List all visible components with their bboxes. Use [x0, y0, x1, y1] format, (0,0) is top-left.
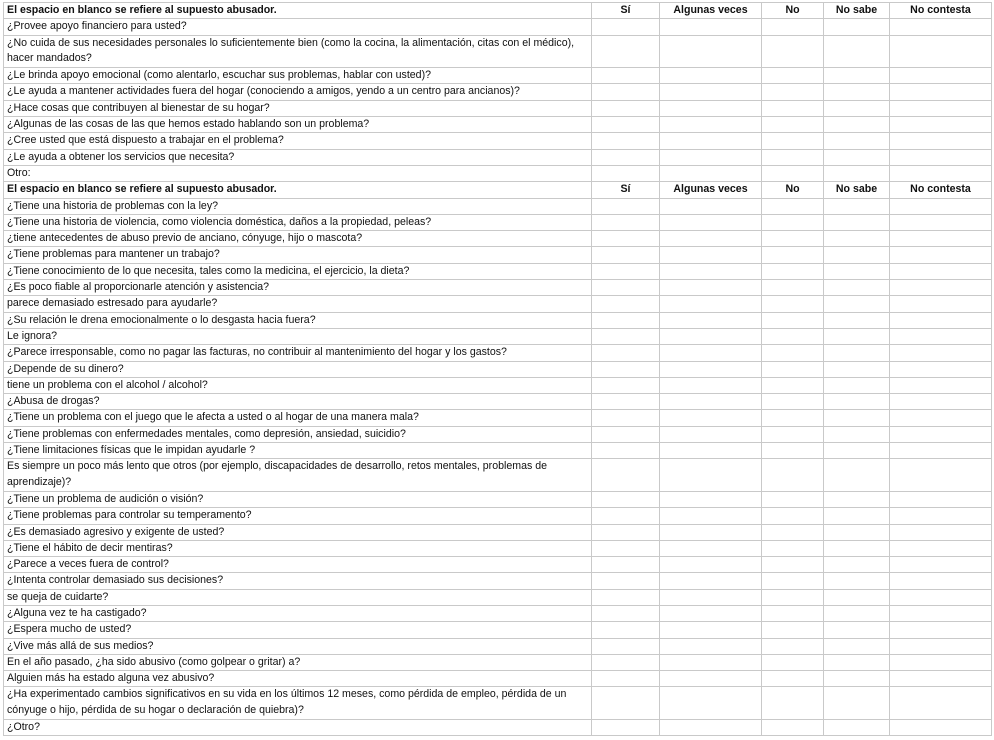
- question-row: [4, 84, 992, 100]
- answer-cell-no-contesta[interactable]: [890, 68, 992, 84]
- answer-cell-no-sabe[interactable]: [824, 19, 890, 35]
- answer-cell-no[interactable]: [762, 605, 824, 621]
- answer-cell-algunas-veces[interactable]: [660, 573, 762, 589]
- question-row: [4, 443, 992, 459]
- answer-cell-no-contesta[interactable]: [890, 720, 992, 736]
- answer-cell-algunas-veces[interactable]: [660, 361, 762, 377]
- answer-cell-si[interactable]: [592, 19, 660, 35]
- answer-cell-no[interactable]: [762, 133, 824, 149]
- answer-cell-no[interactable]: [762, 622, 824, 638]
- answer-cell-no[interactable]: [762, 654, 824, 670]
- question-text: ¿Vive más allá de sus medios?: [4, 638, 592, 654]
- question-text: ¿Es poco fiable al proporcionarle atención y asistencia?: [4, 280, 592, 296]
- question-text: ¿Es demasiado agresivo y exigente de usted?: [4, 524, 592, 540]
- answer-cell-si[interactable]: [592, 312, 660, 328]
- question-row: [4, 296, 992, 312]
- question-row: [4, 345, 992, 361]
- answer-cell-no-contesta[interactable]: [890, 622, 992, 638]
- answer-cell-no[interactable]: [762, 459, 824, 492]
- answer-cell-no-contesta[interactable]: [890, 165, 992, 181]
- answer-cell-no-contesta[interactable]: [890, 100, 992, 116]
- answer-cell-algunas-veces[interactable]: [660, 426, 762, 442]
- question-text: ¿Tiene limitaciones físicas que le impidan ayudarle ?: [4, 443, 592, 459]
- column-header: No sabe: [824, 182, 890, 198]
- answer-cell-no[interactable]: [762, 312, 824, 328]
- question-text: Le ignora?: [4, 328, 592, 344]
- answer-cell-algunas-veces[interactable]: [660, 198, 762, 214]
- answer-cell-no-sabe[interactable]: [824, 671, 890, 687]
- answer-cell-si[interactable]: [592, 377, 660, 393]
- answer-cell-algunas-veces[interactable]: [660, 19, 762, 35]
- answer-cell-algunas-veces[interactable]: [660, 68, 762, 84]
- answer-cell-no-sabe[interactable]: [824, 149, 890, 165]
- question-row: [4, 247, 992, 263]
- question-row: [4, 377, 992, 393]
- answer-cell-no-contesta[interactable]: [890, 133, 992, 149]
- questionnaire-table: [3, 2, 992, 736]
- question-text: ¿Tiene un problema con el juego que le afecta a usted o al hogar de una manera mala?: [4, 410, 592, 426]
- header-row-2: [4, 182, 992, 198]
- question-row: [4, 459, 992, 492]
- answer-cell-no-contesta[interactable]: [890, 638, 992, 654]
- question-text: Es siempre un poco más lento que otros (por ejemplo, discapacidades de desarrollo, retos mentales, problemas de aprendizaje)?: [4, 459, 592, 492]
- answer-cell-si[interactable]: [592, 605, 660, 621]
- question-text: ¿Tiene un problema de audición o visión?: [4, 491, 592, 507]
- answer-cell-algunas-veces[interactable]: [660, 149, 762, 165]
- answer-cell-algunas-veces[interactable]: [660, 231, 762, 247]
- answer-cell-algunas-veces[interactable]: [660, 84, 762, 100]
- question-text: parece demasiado estresado para ayudarle?: [4, 296, 592, 312]
- answer-cell-no-contesta[interactable]: [890, 214, 992, 230]
- answer-cell-si[interactable]: [592, 410, 660, 426]
- question-row: [4, 589, 992, 605]
- column-header: Algunas veces: [660, 182, 762, 198]
- answer-cell-si[interactable]: [592, 540, 660, 556]
- answer-cell-no-sabe[interactable]: [824, 459, 890, 492]
- answer-cell-no-sabe[interactable]: [824, 377, 890, 393]
- question-row: [4, 508, 992, 524]
- answer-cell-algunas-veces[interactable]: [660, 377, 762, 393]
- answer-cell-no[interactable]: [762, 377, 824, 393]
- answer-cell-no-sabe[interactable]: [824, 247, 890, 263]
- answer-cell-algunas-veces[interactable]: [660, 280, 762, 296]
- answer-cell-algunas-veces[interactable]: [660, 540, 762, 556]
- answer-cell-no-contesta[interactable]: [890, 280, 992, 296]
- answer-cell-no-contesta[interactable]: [890, 19, 992, 35]
- question-text: tiene un problema con el alcohol / alcohol?: [4, 377, 592, 393]
- answer-cell-no[interactable]: [762, 687, 824, 720]
- answer-cell-no[interactable]: [762, 671, 824, 687]
- answer-cell-algunas-veces[interactable]: [660, 638, 762, 654]
- answer-cell-algunas-veces[interactable]: [660, 100, 762, 116]
- answer-cell-no[interactable]: [762, 35, 824, 68]
- answer-cell-no-contesta[interactable]: [890, 198, 992, 214]
- answer-cell-si[interactable]: [592, 165, 660, 181]
- question-row: [4, 19, 992, 35]
- question-text: ¿Parece irresponsable, como no pagar las facturas, no contribuir al mantenimiento del hogar y los gastos?: [4, 345, 592, 361]
- answer-cell-no[interactable]: [762, 328, 824, 344]
- answer-cell-no-sabe[interactable]: [824, 654, 890, 670]
- question-text: ¿Le brinda apoyo emocional (como alentarlo, escuchar sus problemas, hablar con usted)?: [4, 68, 592, 84]
- answer-cell-si[interactable]: [592, 491, 660, 507]
- answer-cell-no-contesta[interactable]: [890, 328, 992, 344]
- answer-cell-no-contesta[interactable]: [890, 263, 992, 279]
- question-row: [4, 654, 992, 670]
- question-text: ¿No cuida de sus necesidades personales lo suficientemente bien (como la cocina, la alimentación, citas con el médico), hacer mandados?: [4, 35, 592, 68]
- question-row: [4, 491, 992, 507]
- question-text: ¿Le ayuda a mantener actividades fuera del hogar (conociendo a amigos, yendo a un centro para ancianos)?: [4, 84, 592, 100]
- question-text: En el año pasado, ¿ha sido abusivo (como golpear o gritar) a?: [4, 654, 592, 670]
- answer-cell-no-contesta[interactable]: [890, 557, 992, 573]
- answer-cell-no-contesta[interactable]: [890, 491, 992, 507]
- header-title: El espacio en blanco se refiere al supuesto abusador.: [4, 3, 592, 19]
- answer-cell-no-sabe[interactable]: [824, 720, 890, 736]
- answer-cell-no-contesta[interactable]: [890, 84, 992, 100]
- answer-cell-no-contesta[interactable]: [890, 654, 992, 670]
- column-header: Algunas veces: [660, 3, 762, 19]
- answer-cell-no-contesta[interactable]: [890, 377, 992, 393]
- answer-cell-si[interactable]: [592, 328, 660, 344]
- answer-cell-no-sabe[interactable]: [824, 231, 890, 247]
- question-row: [4, 165, 992, 181]
- answer-cell-no-sabe[interactable]: [824, 557, 890, 573]
- question-text: ¿Le ayuda a obtener los servicios que necesita?: [4, 149, 592, 165]
- answer-cell-algunas-veces[interactable]: [660, 345, 762, 361]
- answer-cell-algunas-veces[interactable]: [660, 312, 762, 328]
- answer-cell-no[interactable]: [762, 557, 824, 573]
- question-row: [4, 622, 992, 638]
- question-text: ¿Tiene una historia de problemas con la ley?: [4, 198, 592, 214]
- answer-cell-si[interactable]: [592, 68, 660, 84]
- answer-cell-si[interactable]: [592, 231, 660, 247]
- question-row: [4, 214, 992, 230]
- answer-cell-si[interactable]: [592, 280, 660, 296]
- question-text: ¿Tiene problemas para controlar su temperamento?: [4, 508, 592, 524]
- answer-cell-si[interactable]: [592, 149, 660, 165]
- answer-cell-no[interactable]: [762, 247, 824, 263]
- answer-cell-no[interactable]: [762, 280, 824, 296]
- question-text: ¿Intenta controlar demasiado sus decisiones?: [4, 573, 592, 589]
- answer-cell-si[interactable]: [592, 687, 660, 720]
- question-row: [4, 557, 992, 573]
- answer-cell-si[interactable]: [592, 263, 660, 279]
- answer-cell-si[interactable]: [592, 720, 660, 736]
- answer-cell-no-contesta[interactable]: [890, 443, 992, 459]
- answer-cell-no-sabe[interactable]: [824, 524, 890, 540]
- answer-cell-no[interactable]: [762, 345, 824, 361]
- question-row: [4, 117, 992, 133]
- answer-cell-algunas-veces[interactable]: [660, 443, 762, 459]
- answer-cell-no-sabe[interactable]: [824, 312, 890, 328]
- question-row: [4, 312, 992, 328]
- answer-cell-no[interactable]: [762, 100, 824, 116]
- column-header: No sabe: [824, 3, 890, 19]
- question-row: [4, 68, 992, 84]
- question-text: ¿Tiene una historia de violencia, como violencia doméstica, daños a la propiedad, peleas?: [4, 214, 592, 230]
- answer-cell-no-contesta[interactable]: [890, 361, 992, 377]
- column-header: No contesta: [890, 3, 992, 19]
- answer-cell-algunas-veces[interactable]: [660, 165, 762, 181]
- answer-cell-no-sabe[interactable]: [824, 394, 890, 410]
- answer-cell-no-contesta[interactable]: [890, 296, 992, 312]
- answer-cell-no[interactable]: [762, 638, 824, 654]
- question-text: ¿Abusa de drogas?: [4, 394, 592, 410]
- answer-cell-no-contesta[interactable]: [890, 589, 992, 605]
- question-text: ¿Cree usted que está dispuesto a trabajar en el problema?: [4, 133, 592, 149]
- question-text: ¿Parece a veces fuera de control?: [4, 557, 592, 573]
- question-text: ¿Tiene problemas para mantener un trabajo?: [4, 247, 592, 263]
- question-text: Alguien más ha estado alguna vez abusivo?: [4, 671, 592, 687]
- question-row: [4, 573, 992, 589]
- question-row: [4, 149, 992, 165]
- question-row: [4, 426, 992, 442]
- answer-cell-no-contesta[interactable]: [890, 117, 992, 133]
- answer-cell-si[interactable]: [592, 426, 660, 442]
- answer-cell-no-contesta[interactable]: [890, 508, 992, 524]
- answer-cell-si[interactable]: [592, 671, 660, 687]
- answer-cell-algunas-veces[interactable]: [660, 589, 762, 605]
- answer-cell-no[interactable]: [762, 491, 824, 507]
- column-header: Sí: [592, 182, 660, 198]
- answer-cell-no-contesta[interactable]: [890, 394, 992, 410]
- answer-cell-no-sabe[interactable]: [824, 280, 890, 296]
- question-row: [4, 133, 992, 149]
- answer-cell-no[interactable]: [762, 117, 824, 133]
- answer-cell-no-sabe[interactable]: [824, 491, 890, 507]
- answer-cell-no-sabe[interactable]: [824, 68, 890, 84]
- question-row: [4, 263, 992, 279]
- question-row: [4, 280, 992, 296]
- answer-cell-no-sabe[interactable]: [824, 426, 890, 442]
- question-text: ¿Ha experimentado cambios significativos en su vida en los últimos 12 meses, como pérdida de empleo, pérdida de un cónyuge o hijo, pérdida de su hogar o declaración de quiebra)?: [4, 687, 592, 720]
- answer-cell-no-sabe[interactable]: [824, 605, 890, 621]
- answer-cell-no[interactable]: [762, 426, 824, 442]
- answer-cell-no-sabe[interactable]: [824, 84, 890, 100]
- question-row: [4, 35, 992, 68]
- header-title: El espacio en blanco se refiere al supuesto abusador.: [4, 182, 592, 198]
- answer-cell-algunas-veces[interactable]: [660, 508, 762, 524]
- answer-cell-no[interactable]: [762, 361, 824, 377]
- answer-cell-algunas-veces[interactable]: [660, 117, 762, 133]
- answer-cell-no-contesta[interactable]: [890, 312, 992, 328]
- answer-cell-no-sabe[interactable]: [824, 296, 890, 312]
- answer-cell-no-sabe[interactable]: [824, 410, 890, 426]
- answer-cell-no-sabe[interactable]: [824, 345, 890, 361]
- answer-cell-si[interactable]: [592, 443, 660, 459]
- answer-cell-no[interactable]: [762, 231, 824, 247]
- answer-cell-algunas-veces[interactable]: [660, 491, 762, 507]
- answer-cell-no-sabe[interactable]: [824, 508, 890, 524]
- answer-cell-si[interactable]: [592, 557, 660, 573]
- answer-cell-no[interactable]: [762, 296, 824, 312]
- answer-cell-no-contesta[interactable]: [890, 231, 992, 247]
- column-header: No contesta: [890, 182, 992, 198]
- answer-cell-si[interactable]: [592, 654, 660, 670]
- column-header: No: [762, 182, 824, 198]
- question-row: [4, 540, 992, 556]
- answer-cell-no-contesta[interactable]: [890, 540, 992, 556]
- question-text: ¿Espera mucho de usted?: [4, 622, 592, 638]
- answer-cell-no-contesta[interactable]: [890, 410, 992, 426]
- answer-cell-no[interactable]: [762, 508, 824, 524]
- answer-cell-si[interactable]: [592, 133, 660, 149]
- question-text: ¿Hace cosas que contribuyen al bienestar de su hogar?: [4, 100, 592, 116]
- answer-cell-no-sabe[interactable]: [824, 443, 890, 459]
- answer-cell-no-contesta[interactable]: [890, 524, 992, 540]
- question-text: ¿Provee apoyo financiero para usted?: [4, 19, 592, 35]
- answer-cell-algunas-veces[interactable]: [660, 720, 762, 736]
- answer-cell-algunas-veces[interactable]: [660, 394, 762, 410]
- question-row: [4, 638, 992, 654]
- question-row: [4, 100, 992, 116]
- answer-cell-no-sabe[interactable]: [824, 100, 890, 116]
- answer-cell-algunas-veces[interactable]: [660, 622, 762, 638]
- answer-cell-si[interactable]: [592, 573, 660, 589]
- answer-cell-algunas-veces[interactable]: [660, 605, 762, 621]
- answer-cell-si[interactable]: [592, 84, 660, 100]
- answer-cell-algunas-veces[interactable]: [660, 459, 762, 492]
- question-row: [4, 231, 992, 247]
- answer-cell-si[interactable]: [592, 117, 660, 133]
- question-text: se queja de cuidarte?: [4, 589, 592, 605]
- answer-cell-no[interactable]: [762, 165, 824, 181]
- column-header: Sí: [592, 3, 660, 19]
- answer-cell-no[interactable]: [762, 214, 824, 230]
- answer-cell-no[interactable]: [762, 573, 824, 589]
- answer-cell-algunas-veces[interactable]: [660, 247, 762, 263]
- question-row: [4, 524, 992, 540]
- answer-cell-no[interactable]: [762, 410, 824, 426]
- answer-cell-si[interactable]: [592, 459, 660, 492]
- answer-cell-algunas-veces[interactable]: [660, 671, 762, 687]
- question-row: [4, 361, 992, 377]
- question-text: ¿tiene antecedentes de abuso previo de anciano, cónyuge, hijo o mascota?: [4, 231, 592, 247]
- question-row: [4, 720, 992, 736]
- question-row: [4, 394, 992, 410]
- answer-cell-si[interactable]: [592, 214, 660, 230]
- answer-cell-no-contesta[interactable]: [890, 345, 992, 361]
- question-text: ¿Depende de su dinero?: [4, 361, 592, 377]
- answer-cell-no-sabe[interactable]: [824, 622, 890, 638]
- answer-cell-no-sabe[interactable]: [824, 214, 890, 230]
- answer-cell-algunas-veces[interactable]: [660, 410, 762, 426]
- question-row: [4, 687, 992, 720]
- answer-cell-no-sabe[interactable]: [824, 35, 890, 68]
- answer-cell-no[interactable]: [762, 394, 824, 410]
- answer-cell-no[interactable]: [762, 149, 824, 165]
- answer-cell-algunas-veces[interactable]: [660, 524, 762, 540]
- answer-cell-si[interactable]: [592, 394, 660, 410]
- answer-cell-si[interactable]: [592, 638, 660, 654]
- answer-cell-algunas-veces[interactable]: [660, 687, 762, 720]
- answer-cell-no-contesta[interactable]: [890, 247, 992, 263]
- question-row: [4, 410, 992, 426]
- question-text: ¿Alguna vez te ha castigado?: [4, 605, 592, 621]
- answer-cell-algunas-veces[interactable]: [660, 35, 762, 68]
- question-row: [4, 671, 992, 687]
- answer-cell-algunas-veces[interactable]: [660, 296, 762, 312]
- answer-cell-si[interactable]: [592, 296, 660, 312]
- question-text: ¿Tiene problemas con enfermedades mentales, como depresión, ansiedad, suicidio?: [4, 426, 592, 442]
- question-text: ¿Algunas de las cosas de las que hemos estado hablando son un problema?: [4, 117, 592, 133]
- answer-cell-no[interactable]: [762, 19, 824, 35]
- answer-cell-no-sabe[interactable]: [824, 361, 890, 377]
- answer-cell-no-contesta[interactable]: [890, 605, 992, 621]
- answer-cell-no-contesta[interactable]: [890, 687, 992, 720]
- answer-cell-no-sabe[interactable]: [824, 133, 890, 149]
- answer-cell-no[interactable]: [762, 84, 824, 100]
- answer-cell-no[interactable]: [762, 443, 824, 459]
- answer-cell-no[interactable]: [762, 263, 824, 279]
- answer-cell-algunas-veces[interactable]: [660, 263, 762, 279]
- header-row-1: [4, 3, 992, 19]
- question-text: ¿Su relación le drena emocionalmente o lo desgasta hacia fuera?: [4, 312, 592, 328]
- answer-cell-no-contesta[interactable]: [890, 459, 992, 492]
- question-row: [4, 328, 992, 344]
- answer-cell-algunas-veces[interactable]: [660, 133, 762, 149]
- answer-cell-si[interactable]: [592, 247, 660, 263]
- answer-cell-no-sabe[interactable]: [824, 117, 890, 133]
- column-header: No: [762, 3, 824, 19]
- answer-cell-si[interactable]: [592, 345, 660, 361]
- answer-cell-si[interactable]: [592, 35, 660, 68]
- answer-cell-no[interactable]: [762, 68, 824, 84]
- answer-cell-no-sabe[interactable]: [824, 165, 890, 181]
- answer-cell-algunas-veces[interactable]: [660, 328, 762, 344]
- answer-cell-no[interactable]: [762, 720, 824, 736]
- question-text: ¿Tiene el hábito de decir mentiras?: [4, 540, 592, 556]
- answer-cell-si[interactable]: [592, 622, 660, 638]
- answer-cell-no-contesta[interactable]: [890, 573, 992, 589]
- answer-cell-algunas-veces[interactable]: [660, 557, 762, 573]
- answer-cell-no-sabe[interactable]: [824, 638, 890, 654]
- answer-cell-no-contesta[interactable]: [890, 671, 992, 687]
- answer-cell-no-sabe[interactable]: [824, 328, 890, 344]
- answer-cell-no-contesta[interactable]: [890, 149, 992, 165]
- answer-cell-no[interactable]: [762, 198, 824, 214]
- question-row: [4, 605, 992, 621]
- answer-cell-no[interactable]: [762, 540, 824, 556]
- question-row: [4, 198, 992, 214]
- answer-cell-si[interactable]: [592, 508, 660, 524]
- answer-cell-no-contesta[interactable]: [890, 35, 992, 68]
- answer-cell-no-sabe[interactable]: [824, 198, 890, 214]
- answer-cell-no-sabe[interactable]: [824, 589, 890, 605]
- answer-cell-si[interactable]: [592, 100, 660, 116]
- question-text: ¿Otro?: [4, 720, 592, 736]
- answer-cell-si[interactable]: [592, 589, 660, 605]
- answer-cell-no[interactable]: [762, 589, 824, 605]
- answer-cell-no-sabe[interactable]: [824, 263, 890, 279]
- answer-cell-no-contesta[interactable]: [890, 426, 992, 442]
- answer-cell-algunas-veces[interactable]: [660, 214, 762, 230]
- answer-cell-si[interactable]: [592, 524, 660, 540]
- answer-cell-si[interactable]: [592, 361, 660, 377]
- answer-cell-algunas-veces[interactable]: [660, 654, 762, 670]
- answer-cell-no-sabe[interactable]: [824, 540, 890, 556]
- answer-cell-no[interactable]: [762, 524, 824, 540]
- question-text: Otro:: [4, 165, 592, 181]
- answer-cell-no-sabe[interactable]: [824, 573, 890, 589]
- answer-cell-no-sabe[interactable]: [824, 687, 890, 720]
- answer-cell-si[interactable]: [592, 198, 660, 214]
- question-text: ¿Tiene conocimiento de lo que necesita, tales como la medicina, el ejercicio, la dieta?: [4, 263, 592, 279]
